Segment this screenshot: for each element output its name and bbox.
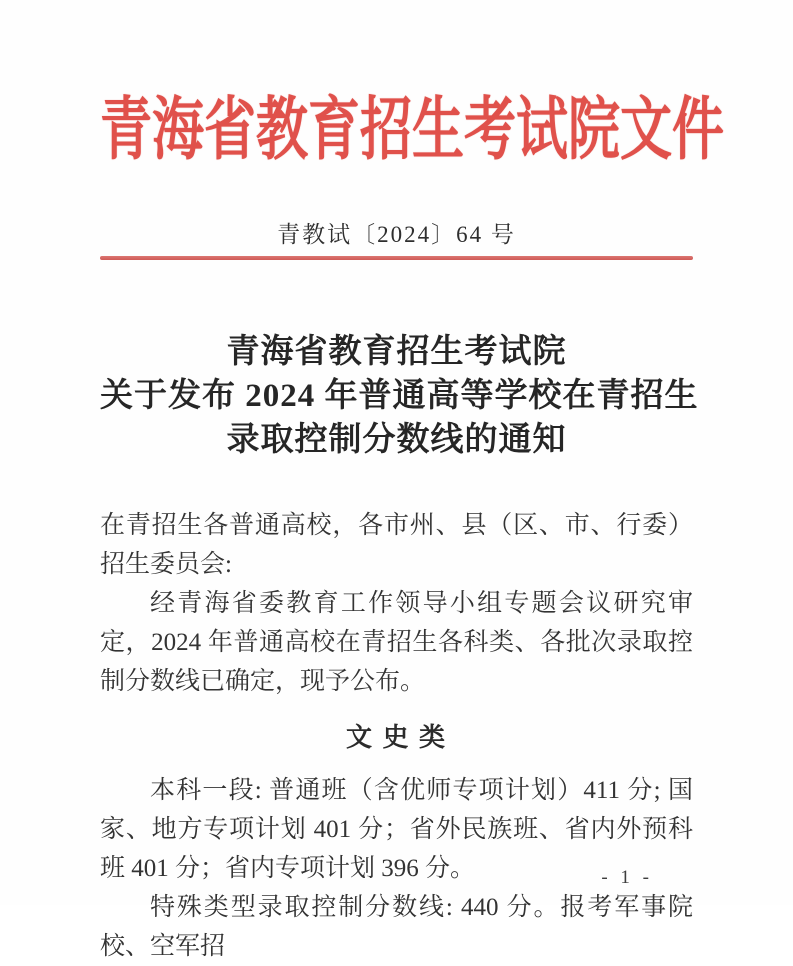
addressee-line: 在青招生各普通高校，各市州、县（区、市、行委）招生委员会: — [100, 512, 693, 578]
benke-scores-paragraph: 本科一段: 普通班（含优师专项计划）411 分; 国家、地方专项计划 401 分；省外民族班、省内外预科班 401 分；省内专项计划 396 分。 — [100, 777, 693, 882]
document-body — [100, 506, 693, 966]
special-type-paragraph: 特殊类型录取控制分数线: 440 分。报考军事院校、空军招 — [100, 894, 693, 960]
page-number: - 1 - — [601, 867, 653, 888]
notice-title-line-3: 录取控制分数线的通知 — [226, 422, 567, 458]
notice-title — [100, 330, 699, 462]
red-divider-line — [100, 256, 693, 260]
notice-title-line-1: 青海省教育招生考试院 — [226, 334, 567, 370]
section-heading-wenshi: 文 史 类 — [345, 723, 447, 752]
letterhead-title: 青海省教育招生考试院文件 — [100, 93, 725, 170]
notice-title-line-2: 关于发布 2024 年普通高等学校在青招生 — [100, 378, 699, 414]
document-number: 青教试〔2024〕64 号 — [277, 222, 516, 247]
intro-paragraph: 经青海省委教育工作领导小组专题会议研究审定，2024 年普通高校在青招生各科类、各批次录取控制分数线已确定，现予公布。 — [100, 590, 693, 695]
letterhead — [100, 0, 725, 178]
